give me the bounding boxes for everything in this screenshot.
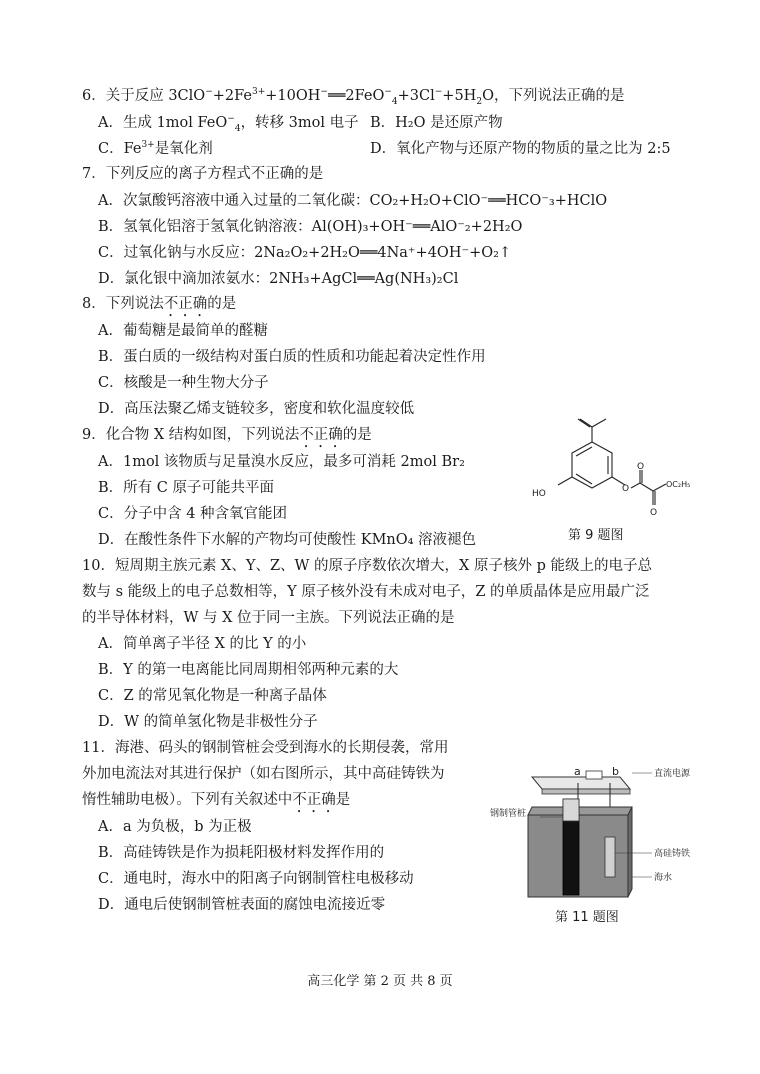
q8-stem: 8．下列说法不正确的是: [82, 296, 237, 312]
terminal-a-label: a: [574, 765, 581, 778]
q9-ho-label: HO: [532, 489, 546, 499]
q11-apparatus-figure: [480, 755, 740, 905]
q11-option-b: B．高硅铸铁是作为损耗阳极材料发挥作用的: [98, 845, 385, 861]
q10-option-c: C．Z 的常见氧化物是一种离子晶体: [98, 688, 327, 704]
terminal-b-label: b: [612, 765, 619, 778]
q9-ether-o-label: O: [622, 484, 630, 494]
q10-option-b: B．Y 的第一电离能比同周期相邻两种元素的大: [98, 662, 399, 678]
q7-stem: 7．下列反应的离子方程式不正确的是: [82, 166, 324, 182]
tank-top: [528, 807, 632, 815]
q7-option-b: B．氢氧化铝溶于氢氧化钠溶液：Al(OH)₃+OH⁻══AlO⁻₂+2H₂O: [98, 219, 523, 235]
q6-stem: 6．关于反应 $3ClO^-+2Fe^{3+}+10OH^-══2FeO^-_4+3Cl^-+5H_2O$，下列说法正确的是: [82, 87, 625, 107]
q9-figure-caption: 第 9 题图: [568, 528, 624, 543]
power-supply-box: [586, 771, 602, 779]
q9-structure-figure: [520, 415, 690, 525]
q10-option-d: D．W 的简单氢化物是非极性分子: [98, 714, 318, 730]
q6-option-b: B．H₂O 是还原产物: [370, 115, 503, 131]
q6-option-a: A．生成 1mol FeO−$_4$，转移 3mol 电子: [98, 114, 359, 134]
q10-stem-line2: 数与 s 能级上的电子总数相等，Y 原子核外没有未成对电子，Z 的单质晶体是应用最广泛: [82, 584, 650, 600]
q11-stem-line2: 外加电流法对其进行保护（如右图所示，其中高硅铸铁为: [82, 766, 445, 782]
power-supply-top: [532, 777, 630, 789]
pile-label: 钢制管桩: [490, 809, 527, 819]
power-supply-front: [542, 789, 630, 794]
q6-option-d: D．氧化产物与还原产物的物质的量之比为 2:5: [370, 141, 671, 157]
q10-option-a: A．简单离子半径 X 的比 Y 的小: [98, 636, 307, 652]
q7-option-c: C．过氧化钠与水反应：2Na₂O₂+2H₂O══4Na⁺+4OH⁻+O₂↑: [98, 245, 512, 261]
q11-figure-caption: 第 11 题图: [555, 910, 619, 925]
iron-label: 高硅铸铁: [654, 849, 691, 859]
q8-option-c: C．核酸是一种生物大分子: [98, 375, 269, 391]
q9-option-b: B．所有 C 原子可能共平面: [98, 480, 274, 496]
q11-option-a: A．a 为负极，b 为正极: [98, 819, 252, 835]
power-label: 直流电源: [654, 769, 691, 779]
page-footer: 高三化学 第 2 页 共 8 页: [307, 974, 453, 989]
q9-oc2h5-label: OC₂H₅: [666, 480, 690, 489]
q8-option-b: B．蛋白质的一级结构对蛋白质的性质和功能起着决定性作用: [98, 349, 486, 365]
q11-stem-line1: 11．海港、码头的钢制管桩会受到海水的长期侵袭，常用: [82, 740, 449, 756]
q10-stem-line3: 的半导体材料，W 与 X 位于同一主族。下列说法正确的是: [82, 610, 455, 626]
q9-stem: 9．化合物 X 结构如图，下列说法不正确的是: [82, 427, 372, 443]
q9-option-c: C．分子中含 4 种含氧官能团: [98, 506, 288, 522]
cast-iron-electrode: [605, 837, 615, 877]
q9-option-d: D．在酸性条件下水解的产物均可使酸性 KMnO₄ 溶液褪色: [98, 532, 477, 548]
q7-option-d: D．氯化银中滴加浓氨水：2NH₃+AgCl══Ag(NH₃)₂Cl: [98, 271, 459, 287]
q9-option-a: A．1mol 该物质与足量溴水反应，最多可消耗 2mol Br₂: [98, 454, 465, 470]
q11-option-d: D．通电后使钢制管桩表面的腐蚀电流接近零: [98, 897, 386, 913]
steel-pile-top: [563, 799, 579, 821]
q10-stem-line1: 10．短周期主族元素 X、Y、Z、W 的原子序数依次增大，X 原子核外 p 能级上的电子总: [82, 558, 652, 574]
q9-carbonyl-o-label: O: [637, 462, 645, 472]
q8-option-d: D．高压法聚乙烯支链较多，密度和软化温度较低: [98, 401, 415, 417]
q11-stem-line3: 惰性辅助电极）。下列有关叙述中不正确是: [82, 792, 351, 808]
sea-label: 海水: [654, 873, 673, 883]
tank-side: [628, 807, 632, 897]
q9-carbonyl-o2-label: O: [650, 508, 658, 518]
q7-option-a: A．次氯酸钙溶液中通入过量的二氧化碳：CO₂+H₂O+ClO⁻══HCO⁻₃+HClO: [98, 193, 608, 209]
q8-option-a: A．葡萄糖是最简单的醛糖: [98, 323, 268, 339]
q11-option-c: C．通电时，海水中的阳离子向钢制管柱电极移动: [98, 871, 414, 887]
q6-option-c: C．$Fe^{3+}$是氧化剂: [98, 140, 213, 157]
